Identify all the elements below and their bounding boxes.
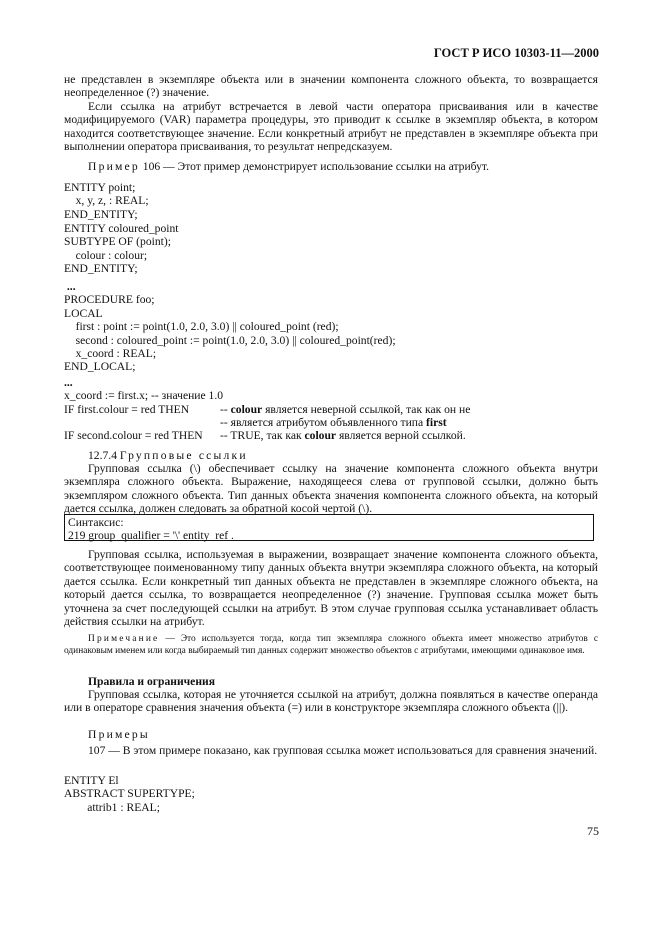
code-line: colour : colour;: [64, 248, 148, 262]
syntax-label: Синтаксис:: [68, 516, 124, 529]
paragraph-rules: Групповая ссылка, которая не уточняется ссылкой на атрибут, должна появляться в качестве операнда или в операторе сравнения значения объекта (=) или в конструкторе экземпляра сложного объекта (||).: [64, 688, 598, 715]
page-number: 75: [587, 824, 599, 838]
paragraph-group-expression: Групповая ссылка, используемая в выражении, возвращает значение компонента сложного объекта, соответствующее поименованному типу данных объекта внутри экземпляра сложного объекта, на который дается ссылка. Если конкретный тип данных объекта не представлен в экземпляре сложного объекта, на который дается ссылка, то возвращается неопределенное (?) значение. Групповая ссылка может быть уточнена за счет последующей ссылки на атрибут. В этом случае групповая ссылка устанавливает область действия ссылки на атрибут.: [64, 548, 598, 629]
examples-label-text: Примеры: [88, 728, 150, 741]
syntax-rule: 219 group_qualifier = '\' entity_ref .: [68, 529, 234, 542]
code-line: ABSTRACT SUPERTYPE;: [64, 787, 195, 801]
code-line: LOCAL: [64, 306, 103, 320]
section-number: 12.7.4: [88, 449, 117, 462]
comment-bold: first: [426, 416, 447, 429]
code-line: x_coord := first.x; -- значение 1.0: [64, 389, 224, 403]
code-line: second : coloured_point := point(1.0, 2.0, 3.0) || coloured_point(red);: [64, 333, 396, 347]
section-heading-12-7-4: [64, 449, 598, 462]
code-comment-3: [220, 429, 466, 442]
section-title: Групповые ссылки: [119, 449, 248, 462]
comment-text: -- является атрибутом объявленного типа: [220, 416, 427, 429]
code-line: PROCEDURE foo;: [64, 293, 155, 307]
code-line: ENTITY point;: [64, 181, 136, 194]
comment-text: --: [220, 403, 231, 416]
code-if-first: IF first.colour = red THEN: [64, 403, 190, 416]
code-entity-el: [64, 774, 195, 814]
code-line: ...: [64, 376, 73, 389]
code-line: ENTITY El: [64, 774, 119, 787]
code-entity-coloured-point: [64, 222, 179, 276]
code-comment-2: [220, 416, 447, 429]
paragraph-assignment-reference: Если ссылка на атрибут встречается в левой части оператора присваивания или в качестве модифицируемого (VAR) параметра процедуры, это приводит к ссылке в экземпляр объекта, в котором находится соответствующее значение. Если конкретный атрибут не представлен в экземпляре объекта при выполнении оператора присваивания, то результат непредсказуем.: [64, 100, 598, 154]
code-line: x_coord : REAL;: [64, 347, 157, 361]
rules-heading: [64, 675, 598, 688]
code-line: ENTITY coloured_point: [64, 222, 179, 235]
comment-text: -- TRUE, так как: [220, 429, 305, 442]
code-line: SUBTYPE OF (point);: [64, 235, 171, 249]
comment-bold: colour: [304, 429, 337, 442]
examples-label: [64, 728, 598, 741]
example-107: 107 — В этом примере показано, как групповая ссылка может использоваться для сравнения значений.: [88, 744, 598, 757]
paragraph-group-reference: Групповая ссылка (\) обеспечивает ссылку на значение компонента сложного объекта внутри экземпляра сложного объекта. Выражение, находящееся слева от групповой ссылки, должно быть экземпляром сложного объекта. Тип данных объекта значения компонента сложного объекта, на который дается ссылка, должен следовать за обратной косой чертой (\).: [64, 462, 598, 516]
code-line: END_ENTITY;: [64, 262, 138, 276]
note: [64, 634, 598, 657]
code-line: attrib1 : REAL;: [64, 800, 160, 814]
example-106: [64, 160, 598, 173]
code-line: first : point := point(1.0, 2.0, 3.0) || coloured_point (red);: [64, 320, 339, 334]
example-text: 106 — Этот пример демонстрирует использование ссылки на атрибут.: [142, 160, 489, 173]
syntax-box: [64, 514, 594, 541]
code-entity-point: [64, 181, 149, 221]
comment-text: является верной ссылкой.: [336, 429, 466, 442]
comment-bold: colour: [230, 403, 263, 416]
comment-text: является неверной ссылкой, так как он не: [262, 403, 471, 416]
code-line: ...: [64, 280, 76, 293]
running-header: ГОСТ Р ИСО 10303-11—2000: [433, 46, 599, 60]
rules-heading-text: Правила и ограничения: [88, 675, 215, 688]
paragraph-continuation: не представлен в экземпляре объекта или в значении компонента сложного объекта, то возвращается неопределенное (?) значение.: [64, 73, 598, 100]
note-label: Примечание: [88, 634, 160, 644]
example-label: Пример: [88, 160, 140, 173]
code-if-second: IF second.colour = red THEN: [64, 429, 203, 442]
code-line: END_LOCAL;: [64, 360, 136, 374]
code-comment-1: [220, 403, 470, 416]
code-line: END_ENTITY;: [64, 207, 138, 221]
code-assignment: [64, 376, 223, 403]
code-procedure-foo: [64, 280, 396, 374]
note-text: — Это используется тогда, когда тип экземпляра сложного объекта имеет множество атрибутов с одинаковым именем или когда выбираемый тип данных содержит множество объектов с атрибутами, имеющими одинаковое имя.: [64, 634, 598, 656]
code-line: x, y, z, : REAL;: [64, 194, 149, 208]
